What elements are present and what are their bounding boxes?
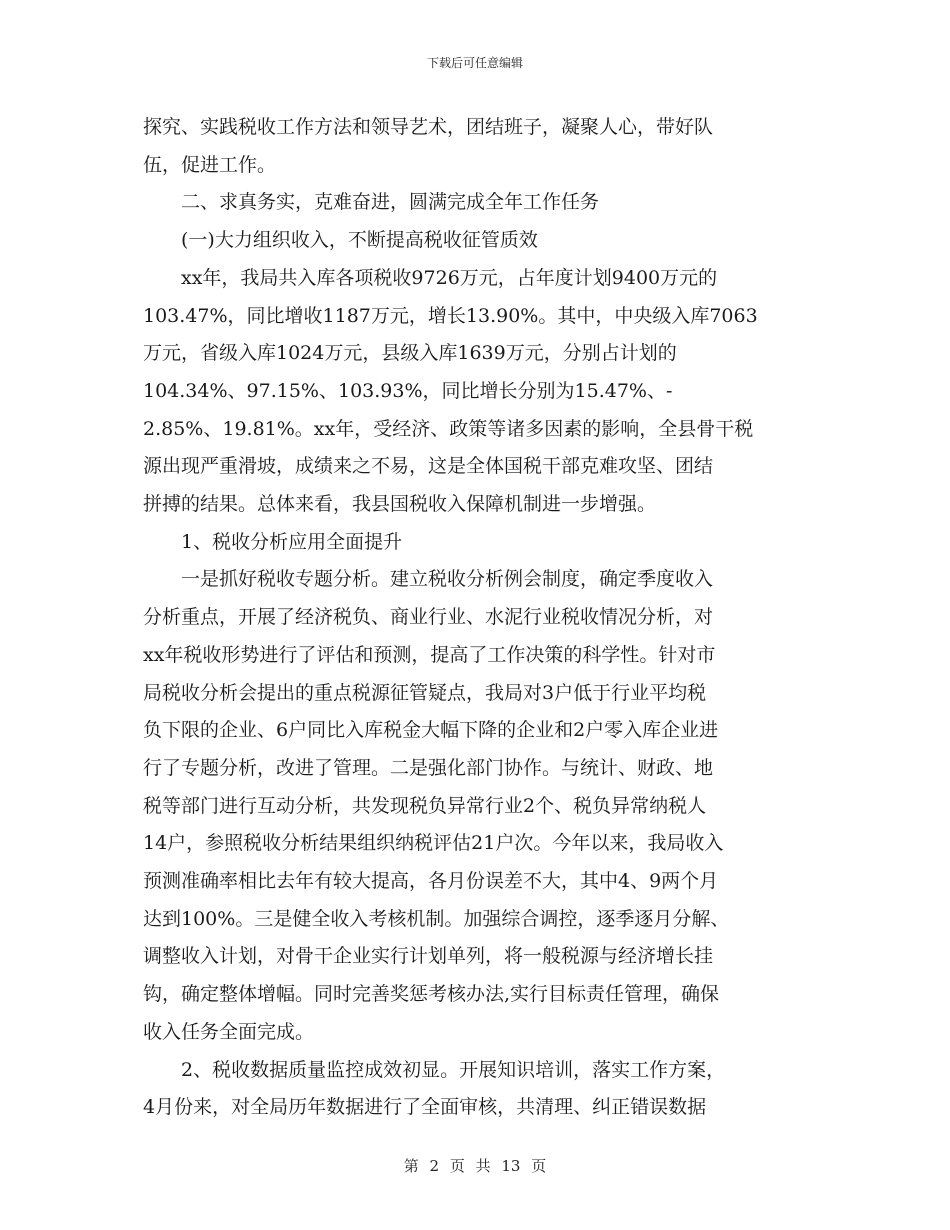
text-line: 局税收分析会提出的重点税源征管疑点，我局对3户低于行业平均税 — [143, 681, 707, 704]
section-heading: 二、求真务实，克难奋进，圆满完成全年工作任务 — [143, 191, 600, 214]
text-line: 源出现严重滑坡，成绩来之不易，这是全体国税干部克难攻坚、团结 — [143, 455, 714, 478]
page-number: 第 2 页 共 13 页 — [403, 1157, 547, 1175]
text-line: 2.85%、19.81%。xx年，受经济、政策等诸多因素的影响，全县骨干税 — [143, 417, 754, 440]
text-line: 分析重点，开展了经济税负、商业行业、水泥行业税收情况分析，对 — [143, 606, 714, 629]
text-line: 拼搏的结果。总体来看，我县国税收入保障机制进一步增强。 — [143, 493, 657, 516]
text-line: 税等部门进行互动分析，共发现税负异常行业2个、税负异常纳税人 — [143, 794, 707, 817]
document-body — [143, 109, 823, 1127]
text-line: 伍，促进工作。 — [143, 153, 277, 176]
text-line: 负下限的企业、6户同比入库税金大幅下降的企业和2户零入库企业进 — [143, 719, 719, 742]
text-line: 钩，确定整体增幅。同时完善奖惩考核办法,实行目标责任管理，确保 — [143, 983, 720, 1006]
text-line: 行了专题分析，改进了管理。二是强化部门协作。与统计、财政、地 — [143, 756, 714, 779]
text-line: 104.34%、97.15%、103.93%，同比增长分别为15.47%、- — [143, 379, 673, 402]
text-line: 2、税收数据质量监控成效初显。开展知识培训，落实工作方案， — [143, 1058, 726, 1081]
text-line: 4月份来，对全局历年数据进行了全面审核，共清理、纠正错误数据 — [143, 1096, 707, 1119]
item-heading: 1、税收分析应用全面提升 — [143, 530, 403, 553]
page-header: 下载后可任意编辑 — [426, 56, 523, 70]
text-line: 达到100%。三是健全收入考核机制。加强综合调控，逐季逐月分解、 — [143, 907, 730, 930]
text-line: 探究、实践税收工作方法和领导艺术，团结班子，凝聚人心，带好队 — [143, 116, 714, 138]
text-line: 14户，参照税收分析结果组织纳税评估21户次。今年以来，我局收入 — [143, 832, 724, 855]
text-line: xx年税收形势进行了评估和预测，提高了工作决策的科学性。针对市 — [143, 643, 716, 666]
text-line: 一是抓好税收专题分析。建立税收分析例会制度，确定季度收入 — [143, 568, 714, 591]
subsection-heading: (一)大力组织收入，不断提高税收征管质效 — [143, 229, 538, 252]
text-line: 103.47%，同比增收1187万元，增长13.90%。其中，中央级入库7063 — [143, 304, 758, 327]
text-line: 预测准确率相比去年有较大提高，各月份误差不大，其中4、9两个月 — [143, 870, 719, 893]
text-line: 收入任务全面完成。 — [143, 1020, 315, 1043]
text-line: 调整收入计划，对骨干企业实行计划单列，将一般税源与经济增长挂 — [143, 945, 714, 968]
text-line: 万元，省级入库1024万元，县级入库1639万元，分别占计划的 — [143, 342, 677, 365]
text-line: xx年，我局共入库各项税收9726万元，占年度计划9400万元的 — [143, 266, 718, 289]
